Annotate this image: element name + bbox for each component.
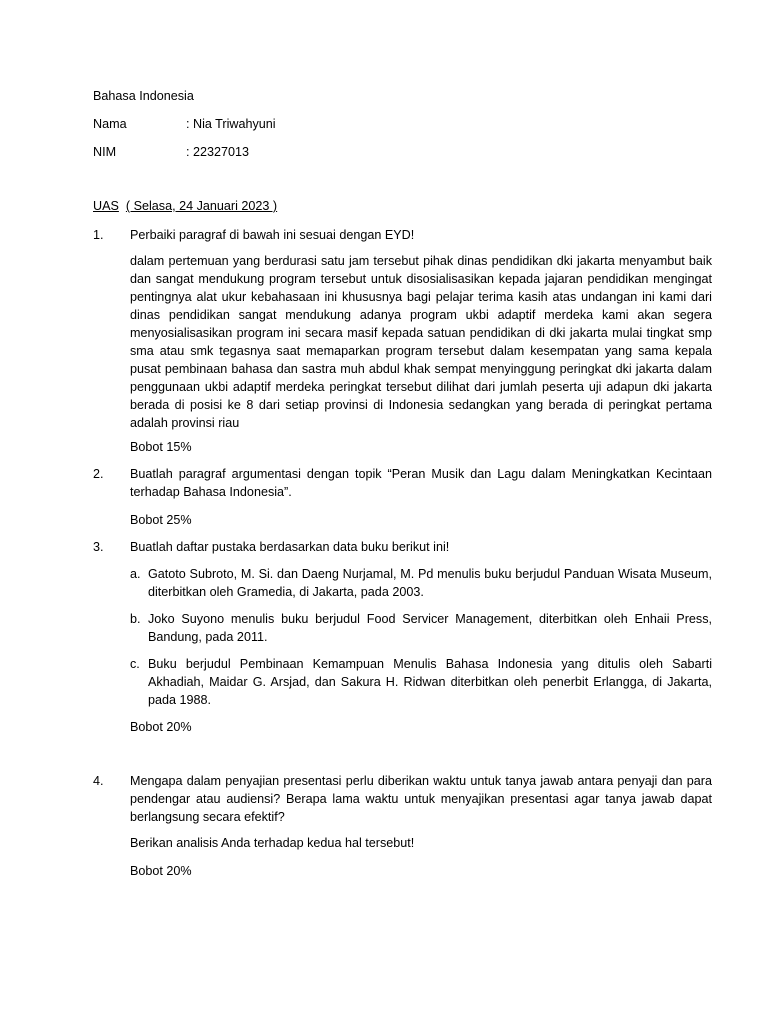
question-4-instruction: Berikan analisis Anda terhadap kedua hal tersebut! [130, 836, 415, 850]
question-1-number: 1. [93, 228, 104, 242]
nim-value: : 22327013 [186, 145, 250, 159]
item-letter: c. [130, 657, 140, 671]
question-3-number: 3. [93, 540, 104, 554]
question-1-weight: Bobot 15% [130, 440, 192, 454]
question-1-prompt: Perbaiki paragraf di bawah ini sesuai dengan EYD! [130, 228, 415, 242]
question-1-paragraph: dalam pertemuan yang berdurasi satu jam tersebut pihak dinas pendidikan dki jakarta menyambut baik dan sangat mendukung program tersebut untuk disosialisasikan kepada jajaran pendidikan mengingat pentingnya alat ukur kebahasaan ini khususnya bagi pelajar terima kasih atas undangan ini kami dari dinas pendidikan sangat mendukung adanya program ukbi adaptif merdeka kami akan segera menyosialisasikan program ini secara masif kepada satuan pendidikan di dki jakarta mulai tingkat smp sma atau smk tegasnya saat memaparkan program tersebut dalam kesempatan yang sama kepala pusat pembinaan bahasa dan sastra muh abdul khak sempat menyinggung peringkat dki jakarta dalam penggunaan ukbi adaptif merdeka peringkat tersebut dilihat dari jumlah peserta uji adapun dki jakarta berada di posisi ke 8 dari setiap provinsi di Indonesia sedangkan yang berada di peringkat pertama adalah provinsi riau [130, 254, 712, 430]
question-4-weight: Bobot 20% [130, 864, 192, 878]
question-2-weight: Bobot 25% [130, 513, 192, 527]
name-value: : Nia Triwahyuni [186, 117, 276, 131]
question-2-prompt: Buatlah paragraf argumentasi dengan topik “Peran Musik dan Lagu dalam Meningkatkan Kecintaan terhadap Bahasa Indonesia”. [130, 467, 712, 499]
question-4-number: 4. [93, 774, 104, 788]
nim-label: NIM [93, 145, 117, 159]
item-text: Joko Suyono menulis buku berjudul Food Servicer Management, diterbitkan oleh Enhaii Press, Bandung, pada 2011. [148, 612, 712, 644]
question-2-number: 2. [93, 467, 104, 481]
name-label: Nama [93, 117, 127, 131]
item-text: Gatoto Subroto, M. Si. dan Daeng Nurjamal, M. Pd menulis buku berjudul Panduan Wisata Museum, diterbitkan oleh Gramedia, di Jakarta, pada 2003. [148, 567, 712, 599]
exam-heading [93, 197, 277, 215]
item-letter: b. [130, 612, 141, 626]
question-4-prompt: Mengapa dalam penyajian presentasi perlu diberikan waktu untuk tanya jawab antara penyaji dan para pendengar atau audiensi? Berapa lama waktu untuk menyajikan presentasi agar tanya jawab dapat berlangsung secara efektif? [130, 774, 712, 824]
exam-label: UAS [93, 199, 119, 213]
item-letter: a. [130, 567, 141, 581]
question-3-prompt: Buatlah daftar pustaka berdasarkan data buku berikut ini! [130, 540, 450, 554]
exam-date: ( Selasa, 24 Januari 2023 ) [125, 199, 278, 213]
item-text: Buku berjudul Pembinaan Kemampuan Menulis Bahasa Indonesia yang ditulis oleh Sabarti Akhadiah, Maidar G. Arsjad, dan Sakura H. Ridwan diterbitkan oleh penerbit Erlangga, di Jakarta, pada 1988. [148, 657, 712, 707]
subject-title: Bahasa Indonesia [93, 89, 194, 103]
question-3-weight: Bobot 20% [130, 720, 192, 734]
